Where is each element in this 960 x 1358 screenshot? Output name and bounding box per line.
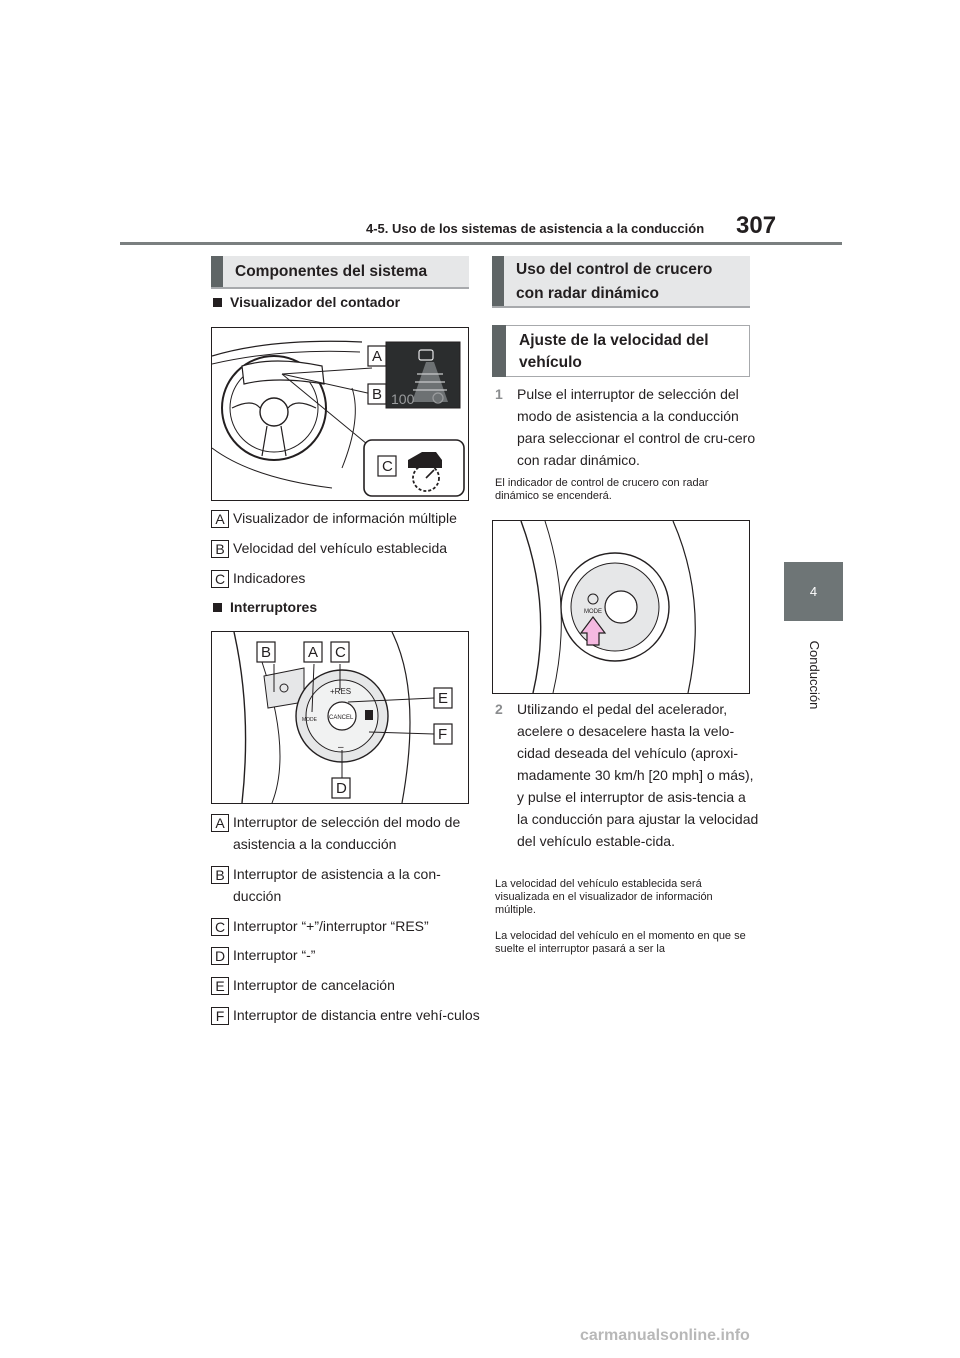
callout-B: B	[372, 386, 383, 403]
legend-row	[211, 1004, 481, 1026]
legend-key: E	[211, 977, 229, 995]
legend-text: Interruptor de cancelación	[233, 977, 395, 993]
step-number: 1	[495, 386, 503, 402]
note-release: La velocidad del vehículo en el momento en que se suelte el interruptor pasará a ser la	[495, 930, 746, 955]
heading-bar	[211, 256, 223, 287]
bullet-square	[213, 603, 222, 612]
note-indicator: El indicador de control de crucero con radar dinámico se encenderá.	[495, 477, 709, 502]
callout-C: C	[335, 644, 346, 661]
chapter-tab: 4	[784, 562, 843, 621]
meter-heading-text: Visualizador del contador	[230, 294, 401, 310]
legend-row	[211, 567, 481, 589]
res-label: +RES	[330, 687, 352, 696]
running-header: 4-5. Uso de los sistemas de asistencia a la conducción	[366, 221, 705, 236]
callout-B: B	[261, 644, 272, 661]
legend-text: Interruptor “+”/interruptor “RES”	[233, 918, 429, 934]
legend-row	[211, 507, 481, 529]
meter-illustration-svg	[212, 328, 468, 500]
subheading-speed-setting	[492, 325, 750, 377]
subheading-text: Ajuste de la velocidad del vehículo	[519, 332, 709, 371]
legend-key: F	[211, 1007, 229, 1025]
legend-row	[211, 974, 481, 996]
switch-illustration-svg	[212, 632, 468, 803]
step-number: 2	[495, 701, 503, 717]
legend-text: Indicadores	[233, 570, 306, 586]
legend-key: A	[211, 814, 229, 832]
switch-illustration	[211, 631, 469, 804]
subheading-bar	[492, 325, 506, 377]
legend-text: Interruptor “-”	[233, 947, 316, 963]
step-text: Utilizando el pedal del acelerador, acelere o desacelere hasta la velo-cidad deseada del vehículo (aproxi-madamente 30 km/h [20 mph] o más), y pulse el interruptor de asis-tencia a la conducción para ajustar la velocidad del vehículo estable-cida.	[517, 701, 759, 849]
section-heading-acc	[492, 256, 750, 308]
callout-D: D	[336, 780, 347, 797]
switch-heading	[213, 599, 317, 615]
chapter-label: Conducción	[807, 640, 822, 710]
step-1	[495, 383, 760, 471]
legend-row	[211, 537, 481, 559]
mode-label: MODE	[302, 717, 317, 723]
mode-switch-illustration	[492, 520, 750, 694]
heading-text: Uso del control de crucero con radar dinámico	[516, 261, 713, 302]
legend-key: A	[211, 510, 229, 528]
legend-key: B	[211, 866, 229, 884]
page-number: 307	[736, 212, 777, 239]
minus-label: –	[338, 742, 344, 753]
heading-text: Componentes del sistema	[235, 263, 428, 280]
legend-row	[211, 863, 481, 907]
note-set-speed: La velocidad del vehículo establecida será visualizada en el visualizador de información múltiple.	[495, 878, 713, 916]
legend-text: Interruptor de asistencia a la con-ducción	[233, 866, 441, 904]
watermark: carmanualsonline.info	[580, 1327, 750, 1344]
mode-switch-svg	[493, 521, 749, 693]
step-2	[495, 698, 760, 852]
legend-text: Velocidad del vehículo establecida	[233, 540, 448, 556]
legend-row	[211, 915, 481, 937]
legend-text: Interruptor de selección del modo de asistencia a la conducción	[233, 814, 461, 852]
callout-F: F	[438, 726, 448, 743]
callout-A: A	[308, 644, 319, 661]
cancel-label: CANCEL	[329, 715, 354, 721]
legend-text: Interruptor de distancia entre vehí-culos	[233, 1007, 480, 1023]
section-heading-components	[211, 256, 469, 289]
inset-speed: 100	[391, 391, 415, 407]
bullet-square	[213, 298, 222, 307]
legend-key: B	[211, 540, 229, 558]
step-text: Pulse el interruptor de selección del modo de asistencia a la conducción para seleccionar el control de cru-cero con radar dinámico.	[517, 386, 756, 468]
callout-E: E	[438, 690, 449, 707]
meter-illustration	[211, 327, 469, 501]
legend-key: D	[211, 947, 229, 965]
legend-key: C	[211, 918, 229, 936]
callout-C: C	[382, 458, 393, 475]
switch-heading-text: Interruptores	[230, 599, 318, 615]
header-divider	[120, 242, 842, 245]
legend-row	[211, 811, 481, 855]
legend-key: C	[211, 570, 229, 588]
heading-bar	[492, 256, 504, 306]
legend-row	[211, 944, 481, 966]
legend-text: Visualizador de información múltiple	[233, 510, 457, 526]
meter-heading	[213, 294, 400, 310]
callout-A: A	[372, 348, 383, 365]
mode-label: MODE	[584, 609, 602, 615]
